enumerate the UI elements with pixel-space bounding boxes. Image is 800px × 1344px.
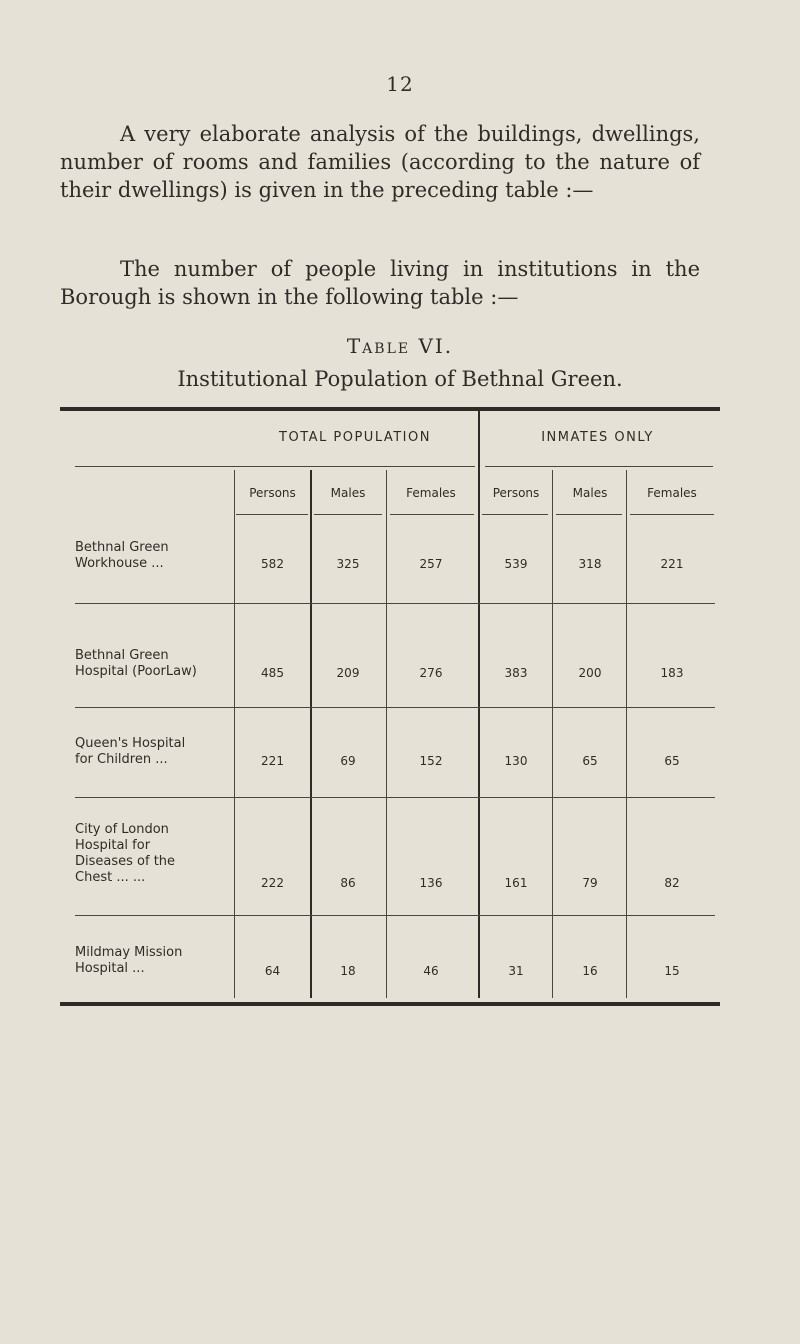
table-cell: 79 bbox=[582, 876, 598, 890]
table-cell: 69 bbox=[340, 754, 356, 768]
col-header-inmates-females: Females bbox=[647, 486, 697, 500]
row-separator bbox=[75, 603, 715, 604]
row-label-bethnal-green-hospital: Bethnal Green Hospital (PoorLaw) bbox=[75, 648, 197, 679]
table-cell: 65 bbox=[582, 754, 598, 768]
table-title: Institutional Population of Bethnal Green. bbox=[177, 367, 623, 391]
table-cell: 222 bbox=[261, 876, 284, 890]
table-cell: 136 bbox=[419, 876, 443, 890]
table-cell: 130 bbox=[504, 754, 528, 768]
table-cell: 161 bbox=[504, 876, 528, 890]
table-cell: 31 bbox=[508, 964, 524, 978]
col-underline bbox=[630, 514, 714, 515]
table-cell: 221 bbox=[261, 754, 284, 768]
table-cell: 539 bbox=[504, 557, 528, 571]
group-header-inmates-only: INMATES ONLY bbox=[541, 430, 654, 445]
col-header-total-males: Males bbox=[330, 486, 366, 500]
row-label-city-of-london-hospital: City of London Hospital for Diseases of the Chest ... ... bbox=[75, 822, 176, 885]
table-cell: 276 bbox=[419, 666, 443, 680]
table-cell: 152 bbox=[419, 754, 443, 768]
col-underline bbox=[482, 514, 548, 515]
table-cell: 15 bbox=[664, 964, 680, 978]
group-underline-total bbox=[75, 466, 475, 467]
institutions-paragraph: The number of people living in institutions in the Borough is shown in the following table :— bbox=[60, 257, 700, 309]
table-bottom-rule bbox=[60, 1002, 720, 1006]
table-cell: 65 bbox=[664, 754, 680, 768]
col-line-3 bbox=[386, 470, 387, 998]
row-label-queens-hospital: Queen's Hospital for Children ... bbox=[75, 736, 186, 767]
col-line-4 bbox=[552, 470, 553, 998]
page-number: 12 bbox=[386, 72, 414, 96]
row-separator bbox=[75, 915, 715, 916]
col-underline bbox=[314, 514, 382, 515]
table-cell: 582 bbox=[261, 557, 284, 571]
group-underline-inmates bbox=[485, 466, 713, 467]
col-header-inmates-males: Males bbox=[572, 486, 608, 500]
table-cell: 485 bbox=[261, 666, 284, 680]
table-top-rule bbox=[60, 407, 720, 411]
table-cell: 221 bbox=[660, 557, 684, 571]
row-separator bbox=[75, 797, 715, 798]
row-label-mildmay-mission-hospital: Mildmay Mission Hospital ... bbox=[75, 945, 183, 976]
table-cell: 86 bbox=[340, 876, 356, 890]
row-separator bbox=[75, 707, 715, 708]
col-line-2 bbox=[310, 470, 312, 998]
table-cell: 183 bbox=[660, 666, 684, 680]
table-cell: 318 bbox=[578, 557, 602, 571]
table-cell: 257 bbox=[419, 557, 443, 571]
table-cell: 383 bbox=[504, 666, 528, 680]
table-cell: 209 bbox=[336, 666, 360, 680]
col-header-total-persons: Persons bbox=[249, 486, 296, 500]
col-header-inmates-persons: Persons bbox=[492, 486, 540, 500]
group-header-total-population: TOTAL POPULATION bbox=[279, 430, 431, 445]
table-cell: 82 bbox=[664, 876, 680, 890]
col-line-5 bbox=[626, 470, 627, 998]
table-cell: 46 bbox=[423, 964, 439, 978]
table-cell: 64 bbox=[264, 964, 281, 978]
row-label-bethnal-green-workhouse: Bethnal Green Workhouse ... bbox=[75, 540, 169, 571]
table-cell: 325 bbox=[336, 557, 360, 571]
col-underline bbox=[556, 514, 622, 515]
intro-paragraph: A very elaborate analysis of the buildings, dwellings, number of rooms and families (according to the nature of their dwellings) is given in the preceding table :— bbox=[60, 122, 700, 202]
table-label: Table VI. bbox=[346, 334, 454, 358]
table-cell: 200 bbox=[578, 666, 602, 680]
table-cell: 16 bbox=[582, 964, 598, 978]
col-underline bbox=[390, 514, 474, 515]
col-underline bbox=[236, 514, 308, 515]
table-cell: 18 bbox=[340, 964, 356, 978]
col-header-total-females: Females bbox=[406, 486, 456, 500]
